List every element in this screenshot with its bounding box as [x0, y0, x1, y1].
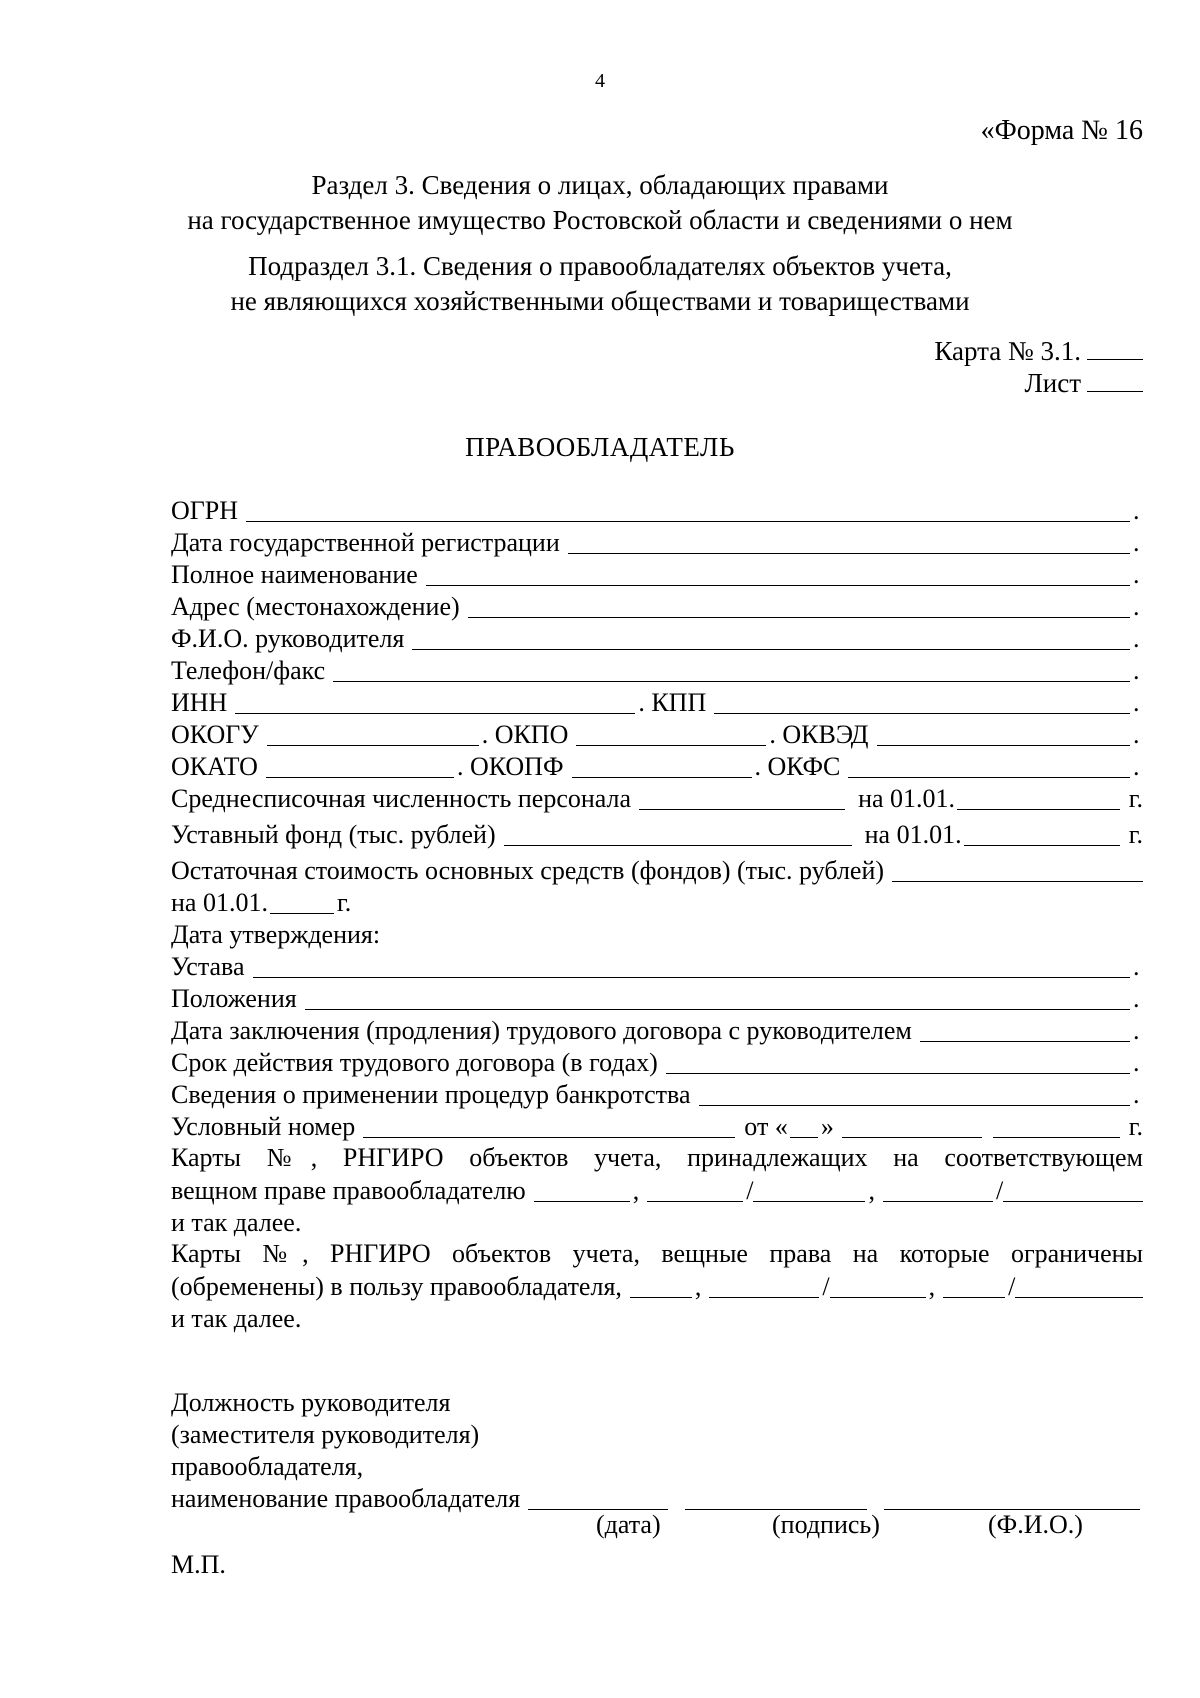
okopf-field[interactable]: [572, 755, 752, 778]
contract-date-row: Дата заключения (продления) трудового договора с руководителем .: [171, 1016, 1140, 1045]
residual-year-field[interactable]: [270, 891, 334, 914]
stamp-place: М.П.: [171, 1550, 226, 1579]
reg-date-label: Дата государственной регистрации: [171, 528, 560, 557]
okogu-row: ОКОГУ . ОКПО . ОКВЭД .: [171, 720, 1140, 749]
card-2b-field[interactable]: [753, 1179, 865, 1202]
okato-row: ОКАТО . ОКОПФ . ОКФС .: [171, 752, 1140, 781]
month-field[interactable]: [842, 1115, 982, 1138]
sheet-label: Лист: [1024, 368, 1081, 398]
year-field[interactable]: [993, 1115, 1120, 1138]
residual-on-date-label: на 01.01.: [171, 888, 268, 917]
okpo-field[interactable]: [576, 723, 766, 746]
limited-card-2a-field[interactable]: [709, 1275, 819, 1298]
okved-field[interactable]: [877, 723, 1130, 746]
okpo-label: . ОКПО: [481, 720, 569, 749]
and-so-on-text: и так далее.: [171, 1304, 302, 1333]
section-title-line: Раздел 3. Сведения о лицах, обладающих правами: [311, 170, 889, 200]
full-name-row: Полное наименование .: [171, 560, 1140, 589]
charter-fund-on-date-label: на 01.01.: [864, 820, 962, 849]
deputy-label: (заместителя руководителя): [171, 1420, 480, 1449]
contract-term-label: Срок действия трудового договора (в годах): [171, 1048, 658, 1077]
contract-term-field[interactable]: [666, 1051, 1130, 1074]
conditional-year-label: г.: [1128, 1112, 1143, 1141]
card-1-field[interactable]: [534, 1179, 630, 1202]
ogrn-field[interactable]: [246, 499, 1130, 522]
card-label: Карта № 3.1.: [934, 336, 1081, 366]
limited-card-3a-field[interactable]: [943, 1275, 1005, 1298]
director-field[interactable]: [412, 627, 1130, 650]
staff-label: Среднесписочная численность персонала: [171, 784, 632, 813]
charter-fund-year-label: г.: [1128, 820, 1143, 849]
cards-limited-row: (обременены) в пользу правообладателя, , / , /: [171, 1270, 1143, 1302]
page-number: 4: [595, 70, 605, 92]
caption-sign: (подпись): [772, 1510, 880, 1539]
signature-date-field[interactable]: [528, 1487, 668, 1510]
residual-value-label: Остаточная стоимость основных средств (фондов) (тыс. рублей): [171, 856, 885, 885]
full-name-label: Полное наименование: [171, 560, 418, 589]
bankruptcy-label: Сведения о применении процедур банкротства: [171, 1080, 691, 1109]
section-title-line: на государственное имущество Ростовской области и сведениями о нем: [187, 205, 1013, 235]
inn-label: ИНН: [171, 688, 228, 717]
phone-label: Телефон/факс: [171, 656, 326, 685]
signature-line: [171, 1386, 1143, 1418]
signature-block: [171, 1386, 1143, 1514]
charter-label: Устава: [171, 952, 245, 981]
director-label: Ф.И.О. руководителя: [171, 624, 405, 653]
staff-on-date-label: на 01.01.: [858, 784, 956, 813]
from-label: от «: [744, 1112, 788, 1141]
bankruptcy-field[interactable]: [699, 1083, 1130, 1106]
rightholder-name-label: наименование правообладателя: [171, 1484, 521, 1513]
limited-card-1-field[interactable]: [630, 1275, 692, 1298]
residual-date-row: [171, 886, 1143, 918]
charter-fund-label: Уставный фонд (тыс. рублей): [171, 820, 496, 849]
kpp-field[interactable]: [714, 691, 1130, 714]
signature-line: [171, 1418, 1143, 1450]
okopf-label: . ОКОПФ: [456, 752, 564, 781]
regulation-row: Положения .: [171, 984, 1140, 1013]
limited-card-2b-field[interactable]: [830, 1275, 926, 1298]
caption-date: (дата): [596, 1510, 661, 1539]
card-3a-field[interactable]: [883, 1179, 993, 1202]
residual-value-field[interactable]: [892, 859, 1143, 882]
charter-date-field[interactable]: [253, 955, 1130, 978]
card-2a-field[interactable]: [647, 1179, 743, 1202]
residual-value-row: [171, 850, 1143, 886]
approval-date-label: Дата утверждения:: [171, 920, 381, 949]
charter-fund-field[interactable]: [504, 823, 852, 846]
and-so-on-text: и так далее.: [171, 1208, 302, 1237]
conditional-number-field[interactable]: [363, 1115, 735, 1138]
address-row: Адрес (местонахождение) .: [171, 592, 1140, 621]
inn-field[interactable]: [235, 691, 635, 714]
okogu-field[interactable]: [267, 723, 479, 746]
cards-owned-line-1: Карты №, РНГИРО объектов учета, принадлежащих на соответствующем: [171, 1143, 1143, 1172]
and-so-on-2: [171, 1302, 1143, 1334]
signature-line: [171, 1450, 1143, 1482]
charter-fund-year-field[interactable]: [964, 823, 1120, 846]
contract-date-label: Дата заключения (продления) трудового договора с руководителем: [171, 1016, 912, 1045]
cards-limited-line-1: Карты №, РНГИРО объектов учета, вещные права на которые ограничены: [171, 1239, 1143, 1268]
kpp-label: . КПП: [638, 688, 707, 717]
and-so-on-1: [171, 1206, 1143, 1238]
charter-row: Устава .: [171, 952, 1140, 981]
ogrn-label: ОГРН: [171, 496, 239, 525]
staff-field[interactable]: [639, 787, 845, 810]
form-number: «Форма № 16: [980, 115, 1143, 146]
reg-date-field[interactable]: [568, 531, 1130, 554]
reg-date-row: Дата государственной регистрации .: [171, 528, 1140, 557]
cards-limited-label: (обременены) в пользу правообладателя,: [171, 1272, 622, 1301]
phone-field[interactable]: [333, 659, 1130, 682]
ogrn-row: ОГРН .: [171, 496, 1140, 525]
document-heading: ПРАВООБЛАДАТЕЛЬ: [465, 432, 735, 462]
full-name-field[interactable]: [426, 563, 1130, 586]
signature-fio-field[interactable]: [884, 1487, 1140, 1510]
contract-term-row: Срок действия трудового договора (в годах) .: [171, 1048, 1140, 1077]
address-label: Адрес (местонахождение): [171, 592, 460, 621]
staff-year-label: г.: [1128, 784, 1143, 813]
regulation-date-field[interactable]: [305, 987, 1130, 1010]
cards-owned-label: вещном праве правообладателю: [171, 1176, 526, 1205]
subsection-title-line: Подраздел 3.1. Сведения о правообладателях объектов учета,: [248, 251, 952, 281]
inn-kpp-row: ИНН . КПП .: [171, 688, 1140, 717]
sheet-number: [1024, 367, 1143, 399]
card-3b-field[interactable]: [1003, 1179, 1143, 1202]
okfs-field[interactable]: [848, 755, 1130, 778]
residual-year-label: г.: [336, 888, 352, 917]
phone-row: Телефон/факс .: [171, 656, 1140, 685]
rightholder-form: [171, 494, 1143, 1334]
cards-owned-row: вещном праве правообладателю , / , /: [171, 1174, 1143, 1206]
charter-fund-row: [171, 814, 1143, 850]
conditional-number-row: [171, 1110, 1143, 1142]
staff-year-field[interactable]: [957, 787, 1120, 810]
staff-row: [171, 782, 1143, 814]
signature-field[interactable]: [685, 1487, 867, 1510]
section-title: [0, 168, 1200, 238]
subsection-title-line: не являющихся хозяйственными обществами и товариществами: [230, 286, 970, 316]
quote-close: »: [820, 1112, 834, 1141]
okato-label: ОКАТО: [171, 752, 258, 781]
limited-card-3b-field[interactable]: [1015, 1275, 1143, 1298]
caption-fio: (Ф.И.О.): [988, 1510, 1083, 1539]
approval-date-row: [171, 918, 1143, 950]
contract-date-field[interactable]: [920, 1019, 1130, 1042]
position-label: Должность руководителя: [171, 1388, 451, 1417]
sheet-number-field[interactable]: [1087, 369, 1143, 392]
subsection-title: [0, 249, 1200, 319]
regulation-label: Положения: [171, 984, 297, 1013]
address-field[interactable]: [468, 595, 1130, 618]
card-number: [934, 335, 1143, 367]
okved-label: . ОКВЭД: [769, 720, 869, 749]
conditional-number-label: Условный номер: [171, 1112, 356, 1141]
bankruptcy-row: Сведения о применении процедур банкротства .: [171, 1080, 1140, 1109]
day-field[interactable]: [790, 1115, 818, 1138]
okfs-label: . ОКФС: [754, 752, 841, 781]
card-number-field[interactable]: [1087, 337, 1143, 360]
okogu-label: ОКОГУ: [171, 720, 259, 749]
director-row: Ф.И.О. руководителя .: [171, 624, 1140, 653]
okato-field[interactable]: [266, 755, 454, 778]
rightholder-label: правообладателя,: [171, 1452, 364, 1481]
